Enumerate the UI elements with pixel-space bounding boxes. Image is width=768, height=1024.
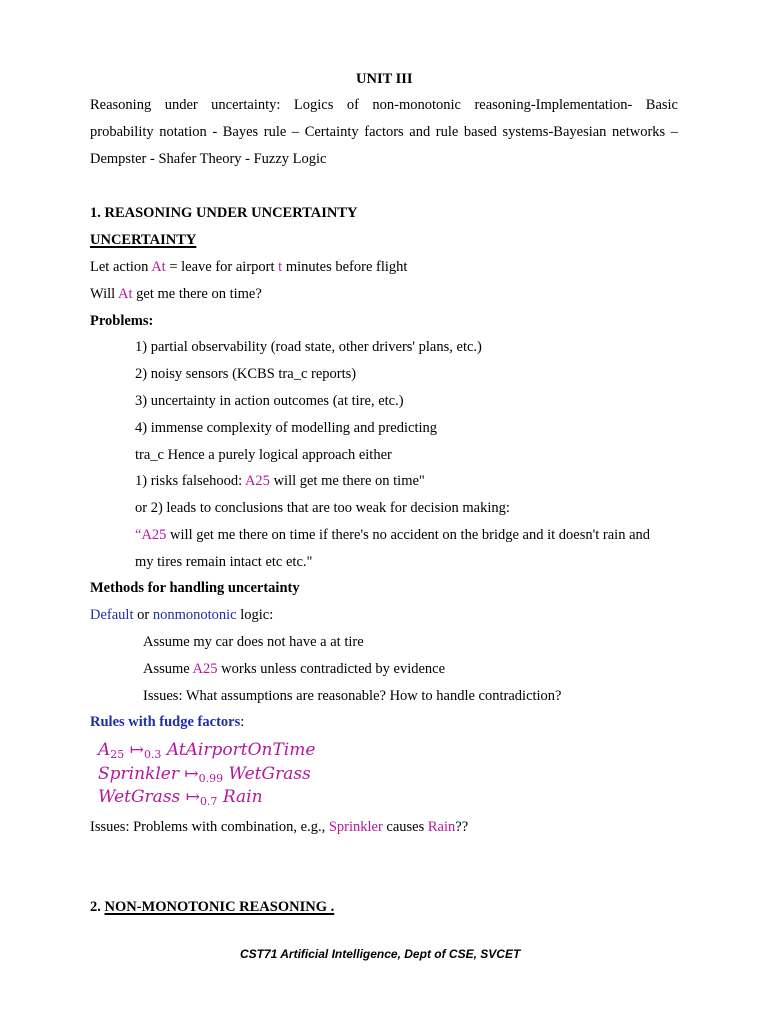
page-footer: CST71 Artificial Intelligence, Dept of CSE, SVCET xyxy=(240,947,521,961)
term-a25: A25 xyxy=(141,527,167,543)
maps-to-arrow: ↦ xyxy=(129,740,144,760)
term-at: At xyxy=(151,259,166,275)
problem-item: 1) partial observability (road state, other drivers' plans, etc.) xyxy=(135,339,482,355)
text: causes xyxy=(382,819,428,835)
text: 1) risks falsehood: xyxy=(135,473,245,489)
rule-lhs: Sprinkler xyxy=(98,764,179,784)
quote-line-1 xyxy=(135,528,650,543)
rule-probability: 0.7 xyxy=(199,795,218,808)
assume-line-2 xyxy=(143,662,445,677)
section-1-number: 1. xyxy=(90,205,101,221)
assume-line-1: Assume my car does not have a at tire xyxy=(143,634,364,650)
term-a25: A25 xyxy=(244,473,270,489)
text: : xyxy=(240,714,245,730)
text: get me there on time? xyxy=(132,286,262,302)
rule-lhs-subscript: 25 xyxy=(110,748,125,761)
maps-to-arrow: ↦ xyxy=(184,764,199,784)
problem-item: tra_c Hence a purely logical approach either xyxy=(135,447,392,463)
term-sprinkler: Sprinkler xyxy=(328,819,383,835)
rule-lhs: WetGrass xyxy=(98,787,181,807)
syllabus-line-2: probability notation - Bayes rule – Certainty factors and rule based systems-Bayesian networks – xyxy=(90,124,678,140)
action-definition xyxy=(90,260,407,275)
quote-line-2: my tires remain intact etc etc." xyxy=(135,554,313,570)
text: logic: xyxy=(236,607,274,623)
fudge-rule xyxy=(98,789,263,807)
problem-item: 3) uncertainty in action outcomes (at tire, etc.) xyxy=(135,393,404,409)
text: will get me there on time if there's no accident on the bridge and it doesn't rain and xyxy=(166,527,650,543)
syllabus-line-3: Dempster - Shafer Theory - Fuzzy Logic xyxy=(90,151,327,167)
rule-rhs: AtAirportOnTime xyxy=(166,740,316,760)
section-1-heading xyxy=(90,206,358,221)
text: Assume xyxy=(143,661,193,677)
rule-probability: 0.3 xyxy=(143,748,162,761)
risk-falsehood-line xyxy=(135,474,425,489)
term-at: At xyxy=(118,286,133,302)
syllabus-line-1: Reasoning under uncertainty: Logics of non-monotonic reasoning-Implementation- Basic xyxy=(90,97,678,113)
fudge-rule xyxy=(98,742,315,760)
will-question xyxy=(90,287,262,302)
term-t: t xyxy=(278,259,283,275)
issues-line-2 xyxy=(90,820,468,835)
uncertainty-subheading: UNCERTAINTY xyxy=(90,232,197,248)
text: or xyxy=(133,607,153,623)
methods-heading: Methods for handling uncertainty xyxy=(90,580,300,596)
fudge-rule xyxy=(98,766,311,784)
rule-probability: 0.99 xyxy=(198,772,224,785)
section-2-title: NON-MONOTONIC REASONING . xyxy=(104,899,335,915)
text: Will xyxy=(90,286,119,302)
default-logic-line xyxy=(90,608,273,623)
rule-rhs: Rain xyxy=(222,787,263,807)
term-default: Default xyxy=(90,607,134,623)
text: minutes before flight xyxy=(282,259,408,275)
text: will get me there on time" xyxy=(269,473,425,489)
text: ?? xyxy=(455,819,469,835)
unit-title: UNIT III xyxy=(356,71,413,87)
section-2-heading xyxy=(90,900,334,915)
text: = leave for airport xyxy=(165,259,279,275)
problem-item: 2) noisy sensors (KCBS tra_c reports) xyxy=(135,366,357,382)
issues-line-1: Issues: What assumptions are reasonable? How to handle contradiction? xyxy=(143,688,562,704)
term-nonmonotonic: nonmonotonic xyxy=(152,607,237,623)
term-rain: Rain xyxy=(427,819,456,835)
rules-heading-text: Rules with fudge factors xyxy=(90,714,241,730)
problem-item: 4) immense complexity of modelling and predicting xyxy=(135,420,438,436)
rules-heading xyxy=(90,715,244,730)
text: works unless contradicted by evidence xyxy=(217,661,446,677)
section-1-title: REASONING UNDER UNCERTAINTY xyxy=(104,205,358,221)
problems-heading: Problems: xyxy=(90,313,154,329)
section-2-number: 2. xyxy=(90,899,101,915)
term-a25: A25 xyxy=(192,661,218,677)
open-quote: “ xyxy=(135,527,142,543)
text: Issues: Problems with combination, e.g., xyxy=(90,819,329,835)
rule-rhs: WetGrass xyxy=(228,764,311,784)
rule-lhs: A xyxy=(98,740,111,760)
leads-line: or 2) leads to conclusions that are too weak for decision making: xyxy=(135,500,510,516)
maps-to-arrow: ↦ xyxy=(185,787,200,807)
text: Let action xyxy=(90,259,152,275)
